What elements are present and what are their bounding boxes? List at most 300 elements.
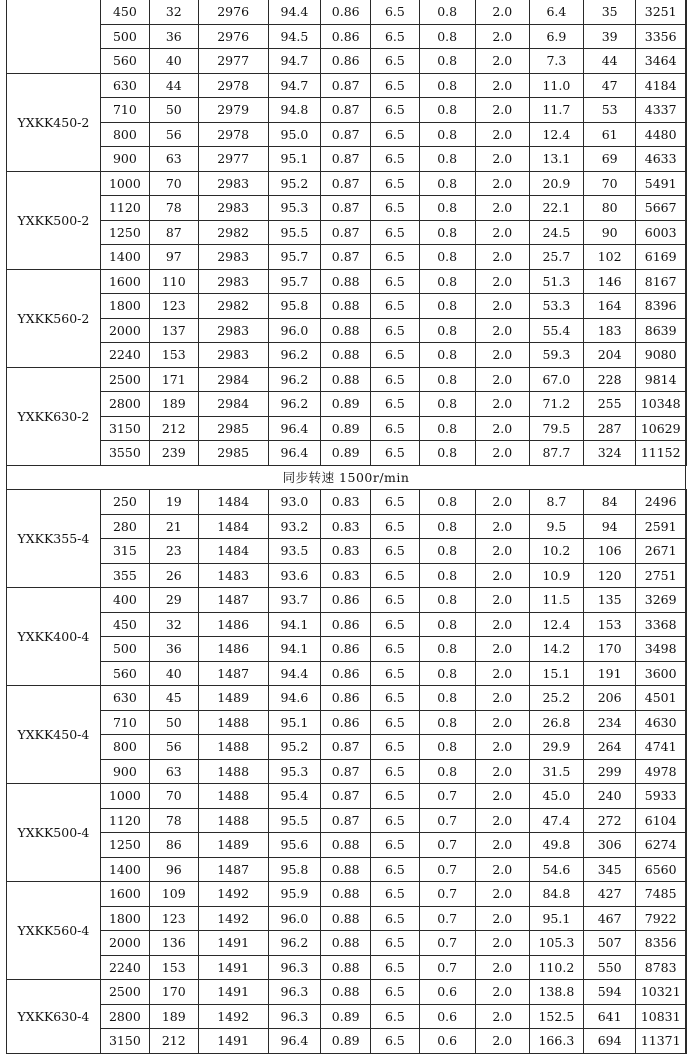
value-cell: 1491 — [198, 1029, 268, 1054]
value-cell: 1489 — [198, 686, 268, 711]
value-cell: 1492 — [198, 906, 268, 931]
value-cell: 0.88 — [321, 343, 371, 368]
table-row — [7, 931, 687, 956]
value-cell: 6.5 — [371, 392, 419, 417]
value-cell: 90 — [583, 220, 635, 245]
value-cell: 95.4 — [268, 784, 321, 809]
value-cell: 2000 — [100, 318, 149, 343]
blank-cell — [686, 612, 687, 637]
value-cell: 630 — [100, 73, 149, 98]
value-cell: 95.7 — [268, 245, 321, 270]
value-cell: 1120 — [100, 196, 149, 221]
value-cell: 2.0 — [475, 612, 529, 637]
value-cell: 0.88 — [321, 367, 371, 392]
value-cell: 55.4 — [529, 318, 583, 343]
value-cell: 2.0 — [475, 1004, 529, 1029]
value-cell: 31.5 — [529, 759, 583, 784]
value-cell: 12.4 — [529, 612, 583, 637]
table-row — [7, 980, 687, 1005]
value-cell: 2983 — [198, 343, 268, 368]
blank-cell — [686, 833, 687, 858]
blank-cell — [686, 588, 687, 613]
value-cell: 1491 — [198, 931, 268, 956]
value-cell: 189 — [149, 1004, 198, 1029]
value-cell: 63 — [149, 147, 198, 172]
value-cell: 280 — [100, 514, 149, 539]
value-cell: 2.0 — [475, 122, 529, 147]
value-cell: 4633 — [636, 147, 686, 172]
value-cell: 2.0 — [475, 563, 529, 588]
blank-cell — [686, 563, 687, 588]
value-cell: 0.87 — [321, 220, 371, 245]
model-cell: YXKK450-4 — [7, 686, 101, 784]
value-cell: 355 — [100, 563, 149, 588]
value-cell: 96.4 — [268, 416, 321, 441]
value-cell: 0.86 — [321, 588, 371, 613]
value-cell: 93.5 — [268, 539, 321, 564]
value-cell: 56 — [149, 122, 198, 147]
table-row — [7, 612, 687, 637]
value-cell: 2976 — [198, 24, 268, 49]
value-cell: 11.5 — [529, 588, 583, 613]
table-row — [7, 220, 687, 245]
value-cell: 25.2 — [529, 686, 583, 711]
value-cell: 0.8 — [419, 49, 475, 74]
value-cell: 0.8 — [419, 147, 475, 172]
value-cell: 6.9 — [529, 24, 583, 49]
value-cell: 189 — [149, 392, 198, 417]
value-cell: 96 — [149, 857, 198, 882]
value-cell: 0.87 — [321, 808, 371, 833]
value-cell: 6.5 — [371, 49, 419, 74]
value-cell: 1400 — [100, 245, 149, 270]
section-header-row — [7, 465, 687, 490]
value-cell: 19 — [149, 490, 198, 515]
value-cell: 0.88 — [321, 269, 371, 294]
value-cell: 0.8 — [419, 661, 475, 686]
value-cell: 10.2 — [529, 539, 583, 564]
model-cell: YXKK400-4 — [7, 588, 101, 686]
value-cell: 6.5 — [371, 931, 419, 956]
table-row — [7, 784, 687, 809]
value-cell: 25.7 — [529, 245, 583, 270]
value-cell: 6169 — [636, 245, 686, 270]
value-cell: 3550 — [100, 441, 149, 466]
value-cell: 14.2 — [529, 637, 583, 662]
value-cell: 0.8 — [419, 245, 475, 270]
value-cell: 2.0 — [475, 955, 529, 980]
value-cell: 560 — [100, 49, 149, 74]
value-cell: 1400 — [100, 857, 149, 882]
value-cell: 11.7 — [529, 98, 583, 123]
blank-cell — [686, 196, 687, 221]
table-row — [7, 73, 687, 98]
value-cell: 240 — [583, 784, 635, 809]
value-cell: 287 — [583, 416, 635, 441]
value-cell: 2979 — [198, 98, 268, 123]
blank-cell — [686, 490, 687, 515]
value-cell: 79.5 — [529, 416, 583, 441]
value-cell: 1488 — [198, 808, 268, 833]
blank-cell — [686, 245, 687, 270]
table-row — [7, 318, 687, 343]
table-row — [7, 245, 687, 270]
value-cell: 4501 — [636, 686, 686, 711]
value-cell: 1484 — [198, 539, 268, 564]
value-cell: 2.0 — [475, 980, 529, 1005]
value-cell: 2.0 — [475, 808, 529, 833]
table-row — [7, 661, 687, 686]
table-row — [7, 343, 687, 368]
table-row — [7, 0, 687, 24]
table-row — [7, 269, 687, 294]
table-body — [7, 0, 687, 1053]
value-cell: 94.7 — [268, 73, 321, 98]
value-cell: 0.7 — [419, 882, 475, 907]
blank-cell — [686, 931, 687, 956]
value-cell: 11371 — [636, 1029, 686, 1054]
value-cell: 6274 — [636, 833, 686, 858]
value-cell: 35 — [583, 0, 635, 24]
value-cell: 1000 — [100, 171, 149, 196]
value-cell: 6.5 — [371, 686, 419, 711]
value-cell: 3251 — [636, 0, 686, 24]
value-cell: 2.0 — [475, 882, 529, 907]
value-cell: 120 — [583, 563, 635, 588]
blank-cell — [686, 784, 687, 809]
value-cell: 5933 — [636, 784, 686, 809]
table-row — [7, 24, 687, 49]
value-cell: 0.7 — [419, 931, 475, 956]
value-cell: 10629 — [636, 416, 686, 441]
value-cell: 10.9 — [529, 563, 583, 588]
value-cell: 0.87 — [321, 147, 371, 172]
value-cell: 22.1 — [529, 196, 583, 221]
table-row — [7, 759, 687, 784]
value-cell: 94.4 — [268, 661, 321, 686]
value-cell: 95.2 — [268, 735, 321, 760]
value-cell: 6.5 — [371, 245, 419, 270]
value-cell: 4978 — [636, 759, 686, 784]
value-cell: 146 — [583, 269, 635, 294]
value-cell: 0.8 — [419, 220, 475, 245]
value-cell: 8.7 — [529, 490, 583, 515]
value-cell: 93.6 — [268, 563, 321, 588]
value-cell: 6.5 — [371, 735, 419, 760]
value-cell: 32 — [149, 612, 198, 637]
value-cell: 40 — [149, 661, 198, 686]
value-cell: 3269 — [636, 588, 686, 613]
value-cell: 2800 — [100, 392, 149, 417]
value-cell: 2978 — [198, 73, 268, 98]
value-cell: 2800 — [100, 1004, 149, 1029]
value-cell: 96.0 — [268, 906, 321, 931]
blank-cell — [686, 882, 687, 907]
value-cell: 94.1 — [268, 612, 321, 637]
value-cell: 1488 — [198, 759, 268, 784]
value-cell: 2.0 — [475, 392, 529, 417]
value-cell: 2.0 — [475, 220, 529, 245]
value-cell: 2983 — [198, 171, 268, 196]
value-cell: 0.7 — [419, 955, 475, 980]
value-cell: 109 — [149, 882, 198, 907]
model-cell: YXKK630-2 — [7, 367, 101, 465]
value-cell: 47 — [583, 73, 635, 98]
table-row — [7, 49, 687, 74]
table-row — [7, 490, 687, 515]
value-cell: 50 — [149, 710, 198, 735]
value-cell: 136 — [149, 931, 198, 956]
value-cell: 550 — [583, 955, 635, 980]
table-row — [7, 1029, 687, 1054]
value-cell: 255 — [583, 392, 635, 417]
blank-cell — [686, 661, 687, 686]
value-cell: 6560 — [636, 857, 686, 882]
value-cell: 15.1 — [529, 661, 583, 686]
value-cell: 6.5 — [371, 269, 419, 294]
value-cell: 6.5 — [371, 73, 419, 98]
value-cell: 123 — [149, 294, 198, 319]
value-cell: 138.8 — [529, 980, 583, 1005]
value-cell: 2.0 — [475, 931, 529, 956]
value-cell: 96.2 — [268, 367, 321, 392]
value-cell: 2.0 — [475, 857, 529, 882]
value-cell: 8167 — [636, 269, 686, 294]
value-cell: 1250 — [100, 220, 149, 245]
value-cell: 0.87 — [321, 171, 371, 196]
value-cell: 272 — [583, 808, 635, 833]
value-cell: 2671 — [636, 539, 686, 564]
blank-cell — [686, 980, 687, 1005]
table-row — [7, 955, 687, 980]
value-cell: 0.8 — [419, 367, 475, 392]
value-cell: 102 — [583, 245, 635, 270]
value-cell: 2.0 — [475, 906, 529, 931]
value-cell: 0.89 — [321, 416, 371, 441]
blank-cell — [686, 392, 687, 417]
table-row — [7, 906, 687, 931]
value-cell: 204 — [583, 343, 635, 368]
value-cell: 1600 — [100, 269, 149, 294]
value-cell: 2751 — [636, 563, 686, 588]
value-cell: 450 — [100, 612, 149, 637]
blank-cell — [686, 220, 687, 245]
value-cell: 212 — [149, 416, 198, 441]
value-cell: 32 — [149, 0, 198, 24]
value-cell: 6.5 — [371, 882, 419, 907]
value-cell: 594 — [583, 980, 635, 1005]
value-cell: 84.8 — [529, 882, 583, 907]
value-cell: 2984 — [198, 392, 268, 417]
value-cell: 500 — [100, 637, 149, 662]
value-cell: 0.8 — [419, 490, 475, 515]
table-row — [7, 441, 687, 466]
value-cell: 2500 — [100, 980, 149, 1005]
value-cell: 0.88 — [321, 980, 371, 1005]
value-cell: 2.0 — [475, 171, 529, 196]
value-cell: 0.8 — [419, 539, 475, 564]
value-cell: 250 — [100, 490, 149, 515]
value-cell: 2.0 — [475, 490, 529, 515]
value-cell: 2.0 — [475, 661, 529, 686]
value-cell: 2.0 — [475, 367, 529, 392]
value-cell: 2496 — [636, 490, 686, 515]
value-cell: 40 — [149, 49, 198, 74]
blank-cell — [686, 73, 687, 98]
value-cell: 900 — [100, 759, 149, 784]
value-cell: 95.0 — [268, 122, 321, 147]
value-cell: 26.8 — [529, 710, 583, 735]
value-cell: 94.1 — [268, 637, 321, 662]
value-cell: 2.0 — [475, 735, 529, 760]
value-cell: 710 — [100, 98, 149, 123]
value-cell: 6.4 — [529, 0, 583, 24]
value-cell: 12.4 — [529, 122, 583, 147]
blank-cell — [686, 171, 687, 196]
value-cell: 2982 — [198, 294, 268, 319]
value-cell: 3368 — [636, 612, 686, 637]
value-cell: 0.87 — [321, 196, 371, 221]
value-cell: 234 — [583, 710, 635, 735]
value-cell: 900 — [100, 147, 149, 172]
value-cell: 1487 — [198, 588, 268, 613]
value-cell: 95.5 — [268, 220, 321, 245]
value-cell: 0.88 — [321, 906, 371, 931]
value-cell: 2.0 — [475, 147, 529, 172]
value-cell: 0.89 — [321, 392, 371, 417]
value-cell: 1487 — [198, 661, 268, 686]
table-row — [7, 857, 687, 882]
value-cell: 3356 — [636, 24, 686, 49]
value-cell: 6.5 — [371, 122, 419, 147]
value-cell: 164 — [583, 294, 635, 319]
value-cell: 228 — [583, 367, 635, 392]
value-cell: 24.5 — [529, 220, 583, 245]
value-cell: 306 — [583, 833, 635, 858]
value-cell: 59.3 — [529, 343, 583, 368]
value-cell: 0.8 — [419, 710, 475, 735]
value-cell: 44 — [149, 73, 198, 98]
blank-cell — [686, 24, 687, 49]
value-cell: 0.8 — [419, 343, 475, 368]
value-cell: 23 — [149, 539, 198, 564]
value-cell: 13.1 — [529, 147, 583, 172]
value-cell: 1492 — [198, 882, 268, 907]
value-cell: 0.8 — [419, 171, 475, 196]
motor-spec-table — [6, 0, 687, 1054]
value-cell: 96.3 — [268, 955, 321, 980]
value-cell: 6003 — [636, 220, 686, 245]
value-cell: 0.86 — [321, 637, 371, 662]
value-cell: 0.8 — [419, 612, 475, 637]
value-cell: 2.0 — [475, 686, 529, 711]
value-cell: 6.5 — [371, 490, 419, 515]
section-title: 同步转速 1500r/min — [7, 465, 686, 490]
value-cell: 212 — [149, 1029, 198, 1054]
value-cell: 6.5 — [371, 808, 419, 833]
value-cell: 171 — [149, 367, 198, 392]
value-cell: 94.6 — [268, 686, 321, 711]
value-cell: 87 — [149, 220, 198, 245]
value-cell: 315 — [100, 539, 149, 564]
value-cell: 6.5 — [371, 955, 419, 980]
table-row — [7, 392, 687, 417]
value-cell: 299 — [583, 759, 635, 784]
value-cell: 324 — [583, 441, 635, 466]
value-cell: 0.8 — [419, 0, 475, 24]
value-cell: 6.5 — [371, 759, 419, 784]
value-cell: 78 — [149, 808, 198, 833]
value-cell: 0.87 — [321, 759, 371, 784]
blank-cell — [686, 441, 687, 466]
value-cell: 2.0 — [475, 514, 529, 539]
value-cell: 45.0 — [529, 784, 583, 809]
table-row — [7, 147, 687, 172]
value-cell: 94.4 — [268, 0, 321, 24]
value-cell: 0.86 — [321, 710, 371, 735]
value-cell: 21 — [149, 514, 198, 539]
table-row — [7, 367, 687, 392]
value-cell: 6.5 — [371, 906, 419, 931]
value-cell: 0.8 — [419, 269, 475, 294]
blank-cell — [686, 539, 687, 564]
model-cell: YXKK500-4 — [7, 784, 101, 882]
value-cell: 7485 — [636, 882, 686, 907]
value-cell: 69 — [583, 147, 635, 172]
value-cell: 96.3 — [268, 1004, 321, 1029]
value-cell: 105.3 — [529, 931, 583, 956]
blank-cell — [686, 686, 687, 711]
value-cell: 84 — [583, 490, 635, 515]
value-cell: 0.83 — [321, 539, 371, 564]
value-cell: 2985 — [198, 441, 268, 466]
blank-cell — [686, 857, 687, 882]
value-cell: 6104 — [636, 808, 686, 833]
value-cell: 95.1 — [268, 710, 321, 735]
value-cell: 94.7 — [268, 49, 321, 74]
value-cell: 61 — [583, 122, 635, 147]
value-cell: 152.5 — [529, 1004, 583, 1029]
value-cell: 507 — [583, 931, 635, 956]
value-cell: 2984 — [198, 367, 268, 392]
value-cell: 6.5 — [371, 833, 419, 858]
value-cell: 2985 — [198, 416, 268, 441]
value-cell: 0.8 — [419, 392, 475, 417]
blank-cell — [686, 122, 687, 147]
blank-cell — [686, 906, 687, 931]
value-cell: 6.5 — [371, 98, 419, 123]
blank-cell — [686, 49, 687, 74]
value-cell: 53 — [583, 98, 635, 123]
table-row — [7, 416, 687, 441]
value-cell: 56 — [149, 735, 198, 760]
value-cell: 1484 — [198, 490, 268, 515]
value-cell: 6.5 — [371, 563, 419, 588]
value-cell: 95.8 — [268, 857, 321, 882]
value-cell: 0.8 — [419, 735, 475, 760]
value-cell: 95.3 — [268, 196, 321, 221]
table-row — [7, 1004, 687, 1029]
value-cell: 6.5 — [371, 980, 419, 1005]
blank-cell — [686, 318, 687, 343]
value-cell: 2.0 — [475, 759, 529, 784]
value-cell: 2983 — [198, 269, 268, 294]
table-row — [7, 514, 687, 539]
value-cell: 153 — [149, 955, 198, 980]
value-cell: 2.0 — [475, 49, 529, 74]
blank-cell — [686, 808, 687, 833]
value-cell: 6.5 — [371, 294, 419, 319]
